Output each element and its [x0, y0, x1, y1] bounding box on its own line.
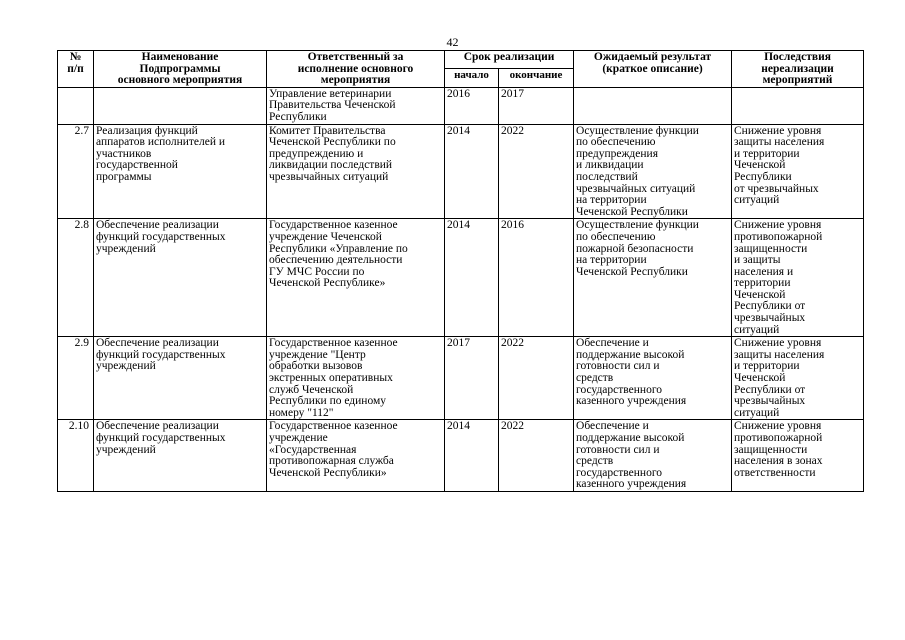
row-result: Осуществление функции по обеспечению предупреждения и ликвидации последствий чрезвычайных ситуаций на территории Чеченской Республики — [574, 124, 732, 219]
row-name: Обеспечение реализации функций государственных учреждений — [94, 420, 267, 492]
row-consequences: Снижение уровня защиты населения и территории Чеченской Республики от чрезвычайных ситуаций — [732, 124, 864, 219]
row-start: 2014 — [445, 420, 499, 492]
row-end: 2016 — [499, 219, 574, 337]
row-num: 2.10 — [58, 420, 94, 492]
row-end: 2022 — [499, 420, 574, 492]
row-start: 2014 — [445, 124, 499, 219]
header-end: окончание — [499, 69, 574, 87]
header-consequences: Последствия нереализации мероприятий — [732, 51, 864, 88]
row-result: Обеспечение и поддержание высокой готовности сил и средств государственного казенного учреждения — [574, 337, 732, 420]
row-result: Обеспечение и поддержание высокой готовности сил и средств государственного казенного учреждения — [574, 420, 732, 492]
row-num: 2.7 — [58, 124, 94, 219]
row-consequences: Снижение уровня противопожарной защищенности населения в зонах ответственности — [732, 420, 864, 492]
row-responsible: Государственное казенное учреждение "Центр обработки вызовов экстренных оперативных служб Чеченской Республики по единому номеру "112" — [267, 337, 445, 420]
table-row — [58, 219, 864, 337]
table-row — [58, 420, 864, 492]
row-end: 2022 — [499, 337, 574, 420]
row-start: 2016 — [445, 87, 499, 124]
row-start: 2017 — [445, 337, 499, 420]
header-start: начало — [445, 69, 499, 87]
row-responsible: Государственное казенное учреждение «Государственная противопожарная служба Чеченской Республики» — [267, 420, 445, 492]
row-num: 2.9 — [58, 337, 94, 420]
measures-table — [57, 50, 864, 492]
header-responsible: Ответственный за исполнение основного мероприятия — [267, 51, 445, 88]
row-name — [94, 87, 267, 124]
row-name: Обеспечение реализации функций государственных учреждений — [94, 219, 267, 337]
row-start: 2014 — [445, 219, 499, 337]
row-num — [58, 87, 94, 124]
table-row — [58, 124, 864, 219]
row-responsible: Государственное казенное учреждение Чеченской Республики «Управление по обеспечению деятельности ГУ МЧС России по Чеченской Республике» — [267, 219, 445, 337]
header-term: Срок реализации — [445, 51, 574, 69]
row-consequences: Снижение уровня противопожарной защищенности и защиты населения и территории Чеченской Республики от чрезвычайных ситуаций — [732, 219, 864, 337]
table-row — [58, 87, 864, 124]
row-name: Обеспечение реализации функций государственных учреждений — [94, 337, 267, 420]
header-result: Ожидаемый результат (краткое описание) — [574, 51, 732, 88]
header-num: № п/п — [58, 51, 94, 88]
table-header — [58, 51, 864, 88]
row-consequences: Снижение уровня защиты населения и территории Чеченской Республики от чрезвычайных ситуаций — [732, 337, 864, 420]
row-responsible: Управление ветеринарии Правительства Чеченской Республики — [267, 87, 445, 124]
table-body — [58, 87, 864, 491]
row-num: 2.8 — [58, 219, 94, 337]
row-end: 2022 — [499, 124, 574, 219]
row-result: Осуществление функции по обеспечению пожарной безопасности на территории Чеченской Республики — [574, 219, 732, 337]
page-number: 42 — [446, 35, 459, 49]
row-end: 2017 — [499, 87, 574, 124]
row-consequences — [732, 87, 864, 124]
row-result — [574, 87, 732, 124]
row-name: Реализация функций аппаратов исполнителей и участников государственной программы — [94, 124, 267, 219]
row-responsible: Комитет Правительства Чеченской Республики по предупреждению и ликвидации последствий чрезвычайных ситуаций — [267, 124, 445, 219]
header-name: Наименование Подпрограммы основного мероприятия — [94, 51, 267, 88]
table-row — [58, 337, 864, 420]
